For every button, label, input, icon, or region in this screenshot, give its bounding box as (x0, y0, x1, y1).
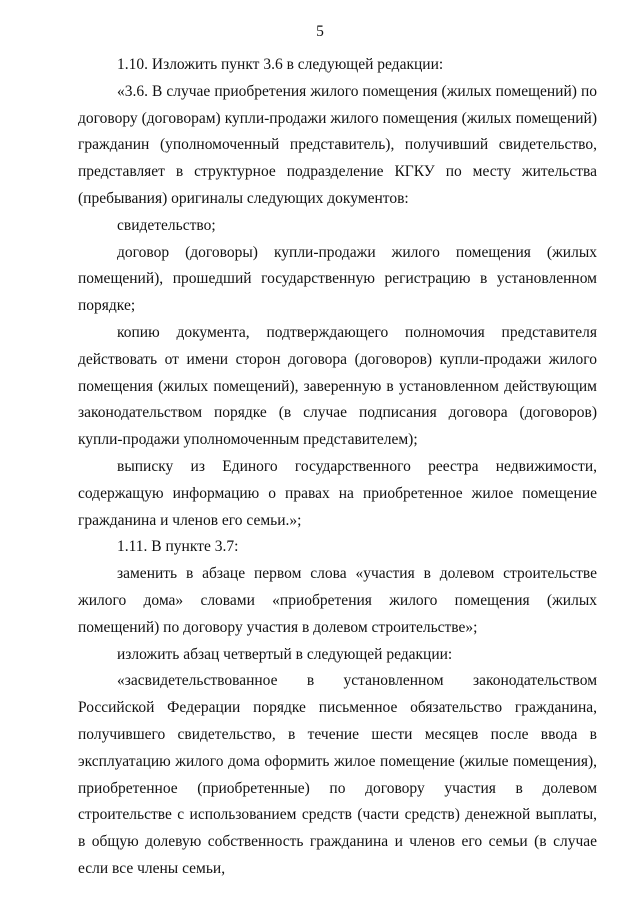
paragraph-quoted-obligation: «засвидетельствованное в установленном законодательством Российской Федерации порядке письменное обязательство гражданина, получившего свидетельство, в течение шести месяцев после ввода в эксплуатацию жилого дома оформить жилое помещение (жилые помещения), приобретенное (приобретенные) по договору участия в долевом строительстве с использованием средств (части средств) денежной выплаты, в общую долевую собственность гражданина и членов его семьи (в случае если все члены семьи, (78, 672, 597, 877)
paragraph-1-11-heading: 1.11. В пункте 3.7: (117, 538, 239, 556)
list-item-registry-extract: выписку из Единого государственного реестра недвижимости, содержащую информацию о правах на приобретенное жилое помещение гражданина и членов его семьи.»; (78, 457, 597, 529)
list-item-sale-contract: договор (договоры) купли-продажи жилого помещения (жилых помещений), прошедший государственную регистрацию в установленном порядке; (78, 243, 597, 315)
paragraph-replace-words: заменить в абзаце первом слова «участия в долевом строительстве жилого дома» словами «приобретения жилого помещения (жилых помещений) по договору участия в долевом строительстве»; (78, 565, 597, 636)
paragraph-restate-fourth: изложить абзац четвертый в следующей редакции: (117, 645, 453, 663)
document-body (78, 52, 597, 883)
paragraph-1-10-heading: 1.10. Изложить пункт 3.6 в следующей редакции: (117, 56, 444, 73)
paragraph-3-6-intro: «3.6. В случае приобретения жилого помещения (жилых помещений) по договору (договорам) купли-продажи жилого помещения (жилых помещений) гражданин (уполномоченный представитель), получивший свидетельство, представляет в структурное подразделение КГКУ по месту жительства (пребывания) оригиналы следующих документов: (78, 82, 597, 207)
page-number: 5 (316, 23, 324, 40)
list-item-certificate: свидетельство; (117, 216, 216, 234)
list-item-power-of-attorney-copy: копию документа, подтверждающего полномочия представителя действовать от имени сторон договора (договоров) купли-продажи жилого помещения (жилых помещений), заверенную в установленном действующим законодательством порядке (в случае подписания договора (договоров) купли-продажи уполномоченным представителем); (78, 323, 597, 449)
